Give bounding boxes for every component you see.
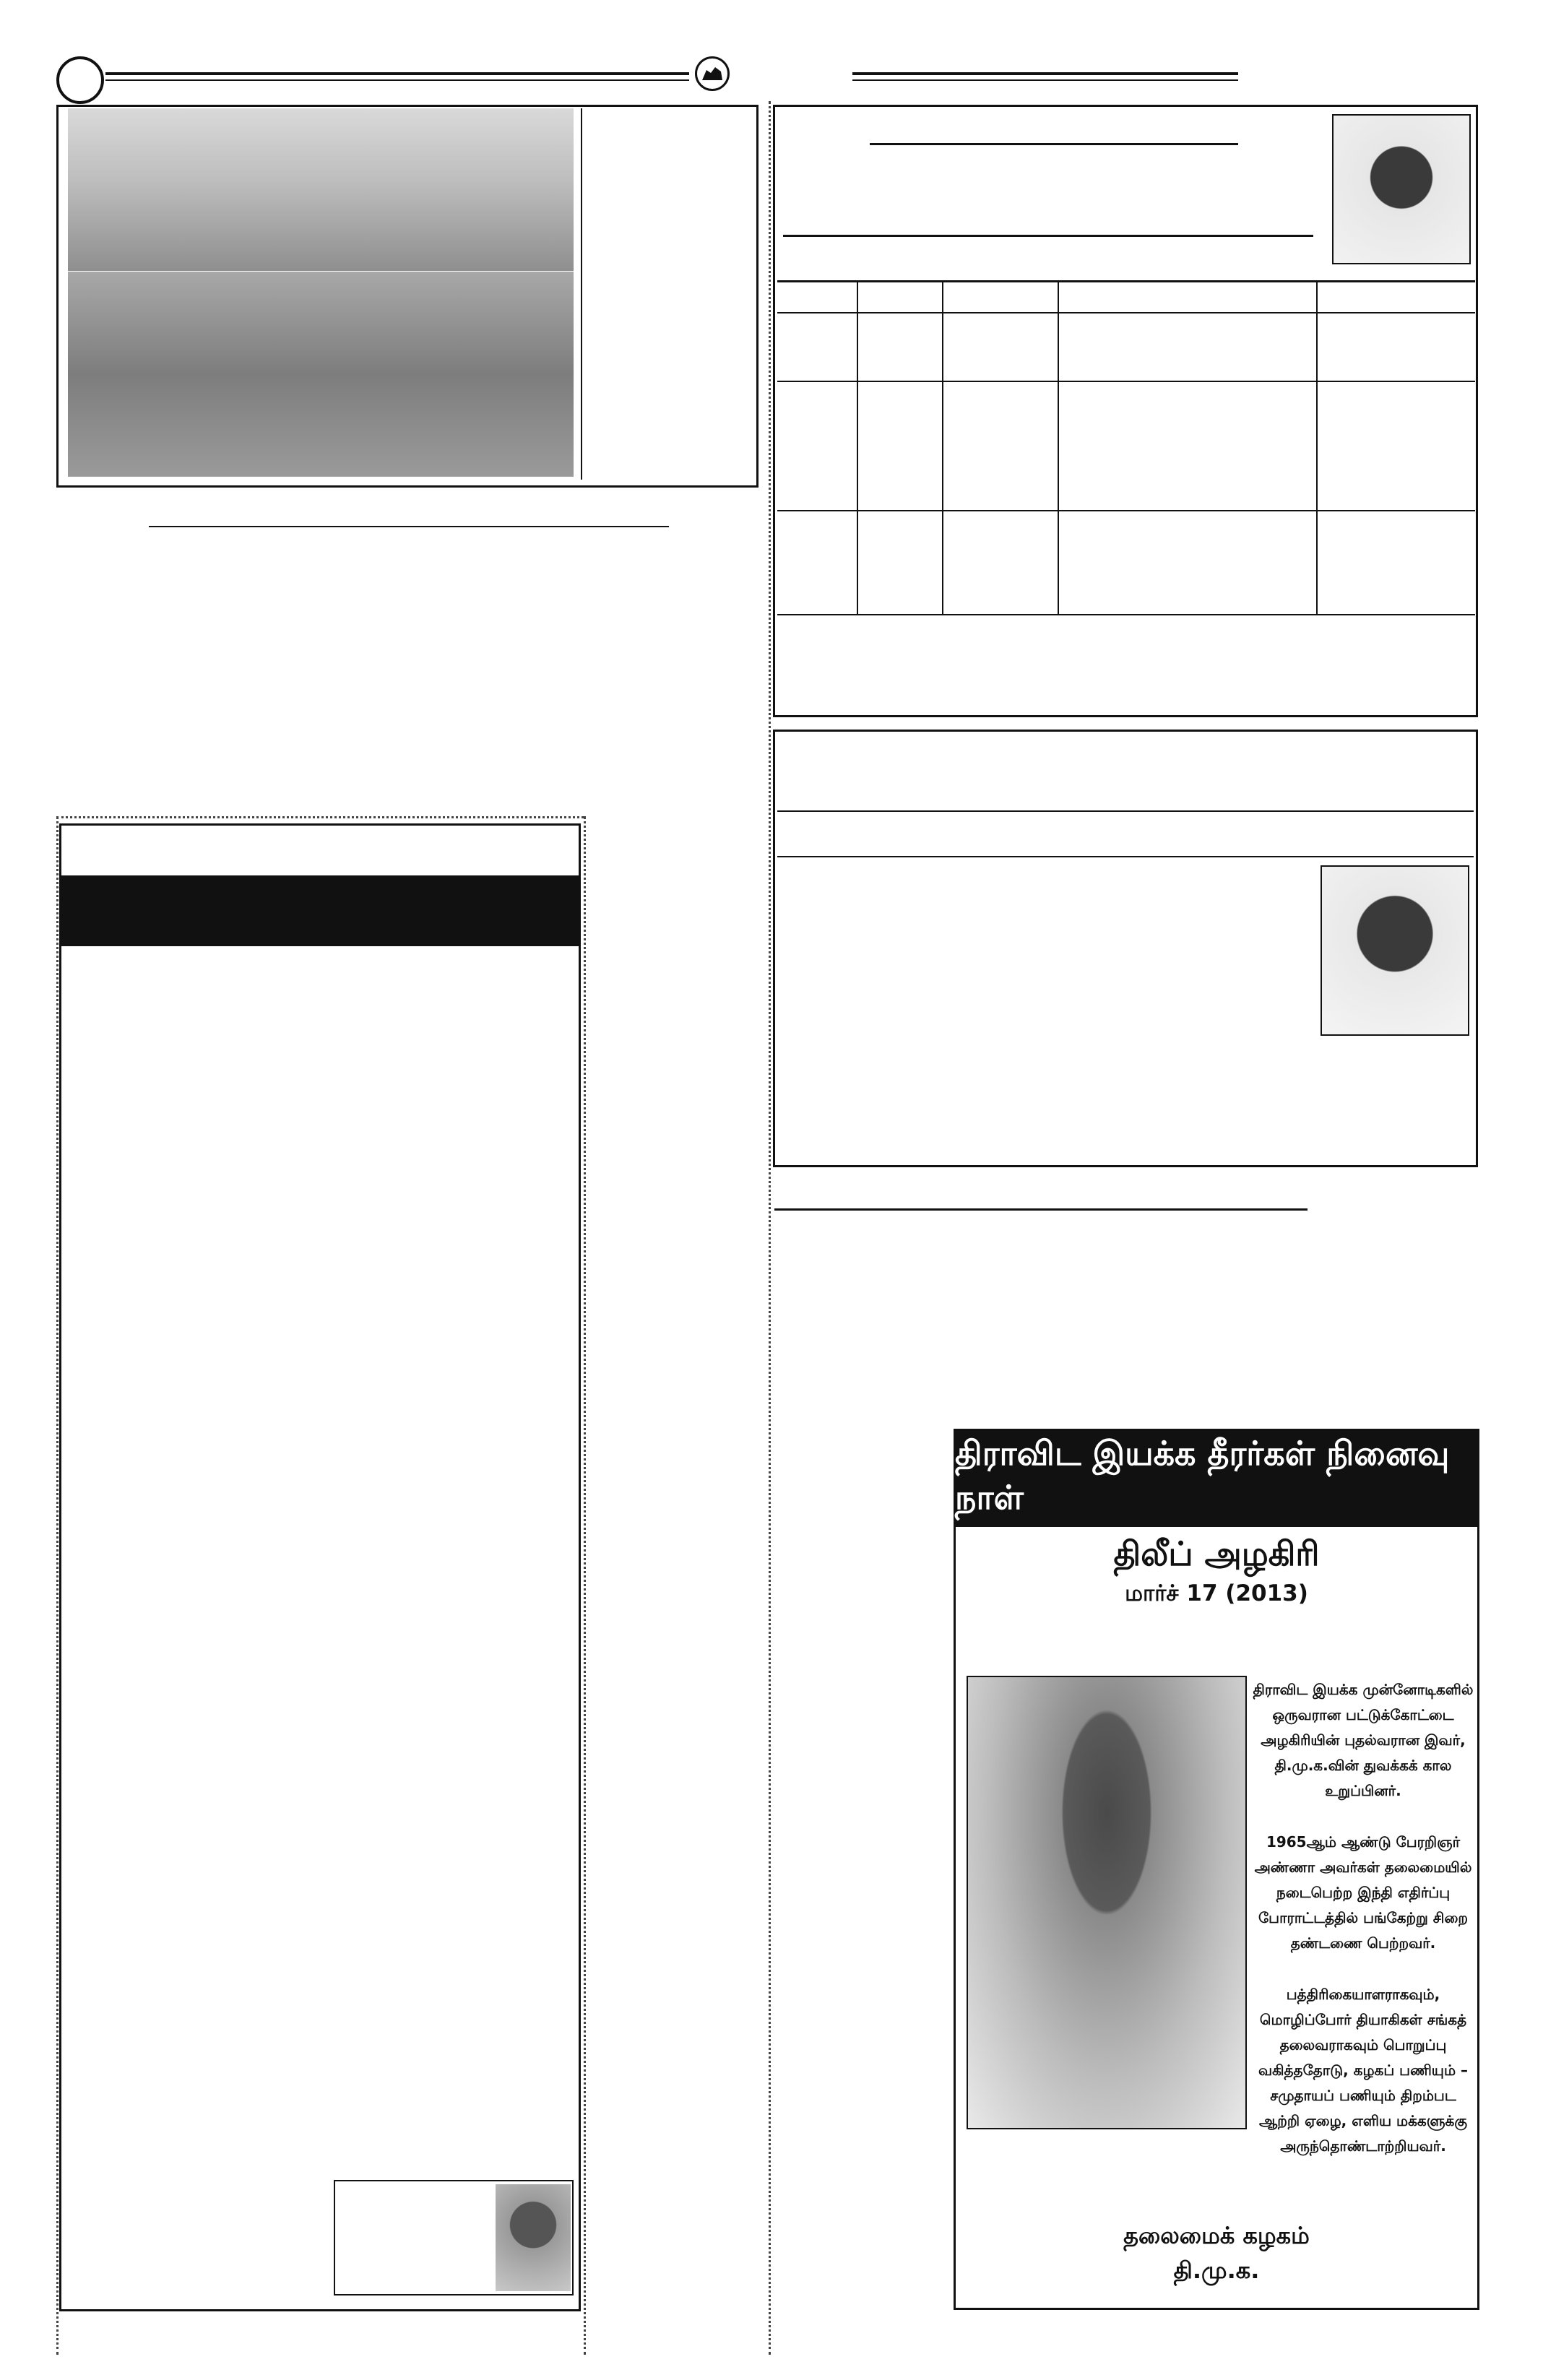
table-row-line xyxy=(777,510,1475,511)
table-row-line xyxy=(777,312,1475,313)
portrait-photo-middle xyxy=(1321,865,1469,1036)
table-col-line xyxy=(857,282,858,614)
table-row-line xyxy=(777,381,1475,382)
memorial-bio-paragraph: 1965ஆம் ஆண்டு பேரறிஞர் அண்ணா அவர்கள் தலைமையில் நடைபெற்ற இந்தி எதிர்ப்பு போராட்டத்தில் பங்கேற்று சிறை தண்டணை பெற்றவர். xyxy=(1254,1833,1472,1952)
memorial-name: திலீப் அழகிரி xyxy=(1113,1534,1320,1573)
photo-caption-divider xyxy=(581,108,582,480)
right-article-rule xyxy=(777,810,1474,812)
table-col-line xyxy=(942,282,943,614)
table-subhead-rule xyxy=(783,235,1313,237)
memorial-footer-org: தலைமைக் கழகம் xyxy=(1123,2222,1310,2249)
memorial-footer-party: தி.மு.க. xyxy=(1173,2256,1260,2284)
table-row-line xyxy=(777,280,1475,282)
table-row-line xyxy=(777,614,1475,615)
event-audience-photo xyxy=(68,272,574,477)
memorial-bio xyxy=(1251,1677,1475,2185)
right-article-rule xyxy=(777,856,1474,857)
memorial-date: மார்ச் 17 (2013) xyxy=(1125,1580,1308,1606)
left-box-dotted-right xyxy=(584,816,586,2355)
left-column-box xyxy=(59,823,581,2311)
memorial-portrait xyxy=(967,1676,1247,2129)
right-lower-headline-rule xyxy=(774,1208,1308,1211)
masthead-rule-bottom xyxy=(105,79,689,81)
memorial-bio-paragraph: திராவிட இயக்க முன்னோடிகளில் ஒருவரான பட்டுக்கோட்டை அழகிரியின் புதல்வரான இவர், தி.மு.க.வின் துவக்கக் கால உறுப்பினர். xyxy=(1253,1681,1474,1799)
column-separator xyxy=(769,101,771,2355)
masthead-rule-top xyxy=(105,72,689,75)
table-col-line xyxy=(1316,282,1318,614)
event-stage-photo xyxy=(68,108,574,271)
memorial-notice-heading: திராவிட இயக்க தீரர்கள் நினைவு நாள் xyxy=(955,1429,1478,1527)
left-box-dotted-left xyxy=(56,816,59,2355)
masthead-rule-right-top xyxy=(852,72,1238,75)
masthead-rule-right-bottom xyxy=(852,79,1238,81)
page-number-circle xyxy=(56,56,104,104)
author-photo xyxy=(496,2184,571,2291)
portrait-photo-top xyxy=(1332,114,1471,264)
left-article-headline-rule xyxy=(149,526,669,527)
left-box-dotted-top xyxy=(56,816,584,818)
party-emblem-icon xyxy=(695,56,730,91)
table-col-line xyxy=(1058,282,1059,614)
table-headline-rule xyxy=(870,143,1238,145)
memorial-bio-paragraph: பத்திரிகையாளராகவும், மொழிப்போர் தியாகிகள் சங்கத் தலைவராகவும் பொறுப்பு வகித்ததோடு, கழகப் பணியும் – சமுதாயப் பணியும் திறம்பட ஆற்றி ஏழை, எளிய மக்களுக்கு அருந்தொண்டாற்றியவர். xyxy=(1258,1986,1469,2155)
left-column-black-banner xyxy=(61,875,579,946)
